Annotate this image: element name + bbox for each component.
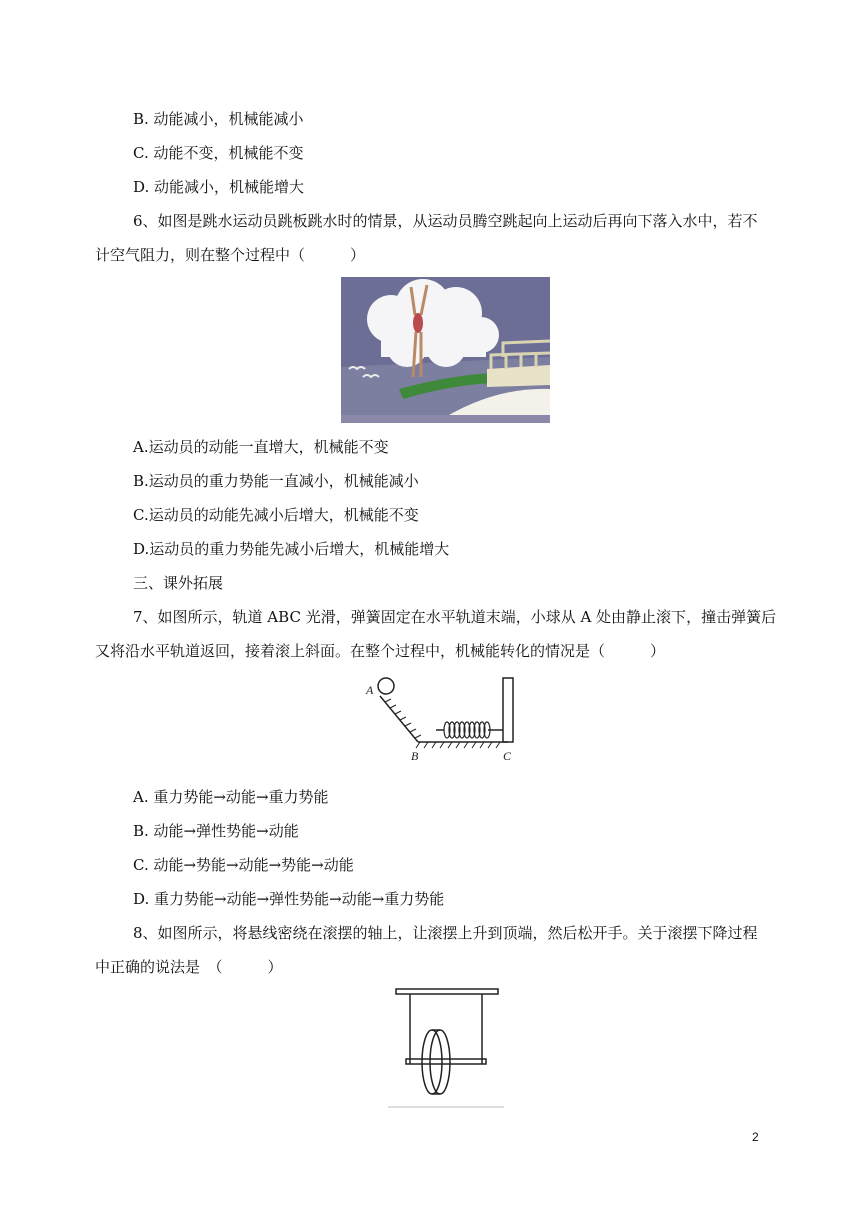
q6-stem-line-2: 计空气阻力，则在整个过程中（ ） xyxy=(95,246,366,264)
q6-option-b: B.运动员的重力势能一直减小，机械能减小 xyxy=(133,472,419,490)
q5-option-b: B. 动能减小，机械能减小 xyxy=(133,110,304,128)
q7-option-d: D. 重力势能→动能→弹性势能→动能→重力势能 xyxy=(133,890,445,908)
q6-option-d: D.运动员的重力势能先减小后增大，机械能增大 xyxy=(133,540,450,558)
section-3-heading: 三、课外拓展 xyxy=(133,574,224,592)
q8-stem-line-2: 中正确的说法是 （ ） xyxy=(95,958,283,976)
q7-option-b: B. 动能→弹性势能→动能 xyxy=(133,822,299,840)
page-number: 2 xyxy=(752,1130,759,1144)
track-spring-diagram xyxy=(358,674,528,766)
q5-option-c: C. 动能不变，机械能不变 xyxy=(133,144,304,162)
diving-photo xyxy=(341,277,550,423)
q7-option-a: A. 重力势能→动能→重力势能 xyxy=(133,788,329,806)
q7-stem-line-1: 7、如图所示，轨道 ABC 光滑，弹簧固定在水平轨道末端，小球从 A 处由静止滚下，撞击弹簧后 xyxy=(133,608,777,626)
q6-option-a: A.运动员的动能一直增大，机械能不变 xyxy=(133,438,389,456)
q7-stem-line-2: 又将沿水平轨道返回，接着滚上斜面。在整个过程中，机械能转化的情况是（ ） xyxy=(95,642,666,660)
q6-stem-line-1: 6、如图是跳水运动员跳板跳水时的情景，从运动员腾空跳起向上运动后再向下落入水中，若不 xyxy=(133,212,758,230)
label-b: B xyxy=(411,749,419,763)
q8-stem-line-1: 8、如图所示，将悬线密绕在滚摆的轴上，让滚摆上升到顶端，然后松开手。关于滚摆下降过程 xyxy=(133,924,758,942)
q5-option-d: D. 动能减小，机械能增大 xyxy=(133,178,305,196)
q6-option-c: C.运动员的动能先减小后增大，机械能不变 xyxy=(133,506,419,524)
label-c: C xyxy=(503,749,512,763)
maxwell-pendulum-diagram xyxy=(388,985,504,1110)
q7-option-c: C. 动能→势能→动能→势能→动能 xyxy=(133,856,354,874)
label-a: A xyxy=(366,683,374,697)
